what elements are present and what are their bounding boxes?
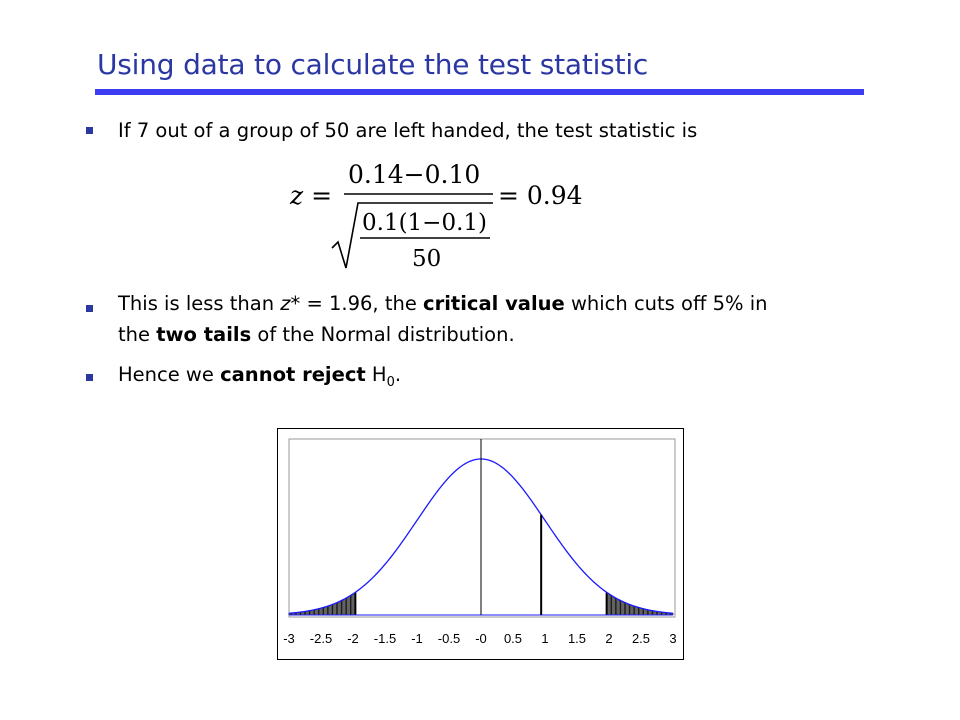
- x-tick-label: 3: [669, 631, 677, 646]
- bullet-2-text: [118, 288, 768, 350]
- bullet-marker: [86, 374, 93, 381]
- x-tick-label: -1.5: [373, 631, 397, 646]
- bullet-3-text: Hence we cannot reject $H_0$.: [118, 363, 402, 390]
- formula-inner-denominator: 50: [412, 246, 442, 272]
- x-tick-label: 0.5: [503, 631, 523, 646]
- bullet-2-line-2: the two tails of the Normal distribution.: [118, 323, 515, 346]
- bullet-2-line-1: This is less than z* = 1.96, the critical value which cuts off 5% in: [118, 292, 768, 315]
- x-tick-label: 1.5: [567, 631, 587, 646]
- bullet-marker: [86, 127, 93, 134]
- x-tick-label: -0: [475, 631, 487, 646]
- formula-inner-numerator: 0.1(1−0.1): [362, 210, 488, 236]
- bullet-marker: [86, 305, 93, 312]
- x-tick-label: 1: [541, 631, 549, 646]
- formula-numerator: 0.14−0.10: [348, 160, 481, 189]
- bullet-1-text: If 7 out of a group of 50 are left handed, the test statistic is: [118, 119, 698, 142]
- test-statistic-formula: [288, 150, 598, 280]
- slide-title: Using data to calculate the test statistic: [97, 48, 649, 81]
- normal-distribution-chart: [277, 428, 684, 660]
- x-tick-label: -3: [283, 631, 295, 646]
- formula-lhs: z =: [290, 181, 333, 210]
- chart-svg: [278, 429, 683, 659]
- plot-frame: [289, 439, 675, 617]
- x-tick-label: 2: [605, 631, 613, 646]
- formula-result: = 0.94: [498, 181, 583, 210]
- x-tick-label: -1: [411, 631, 423, 646]
- x-tick-label: -0.5: [437, 631, 461, 646]
- x-tick-label: -2: [347, 631, 359, 646]
- x-tick-label: -2.5: [309, 631, 333, 646]
- x-tick-label: 2.5: [631, 631, 651, 646]
- title-underline: [95, 89, 864, 95]
